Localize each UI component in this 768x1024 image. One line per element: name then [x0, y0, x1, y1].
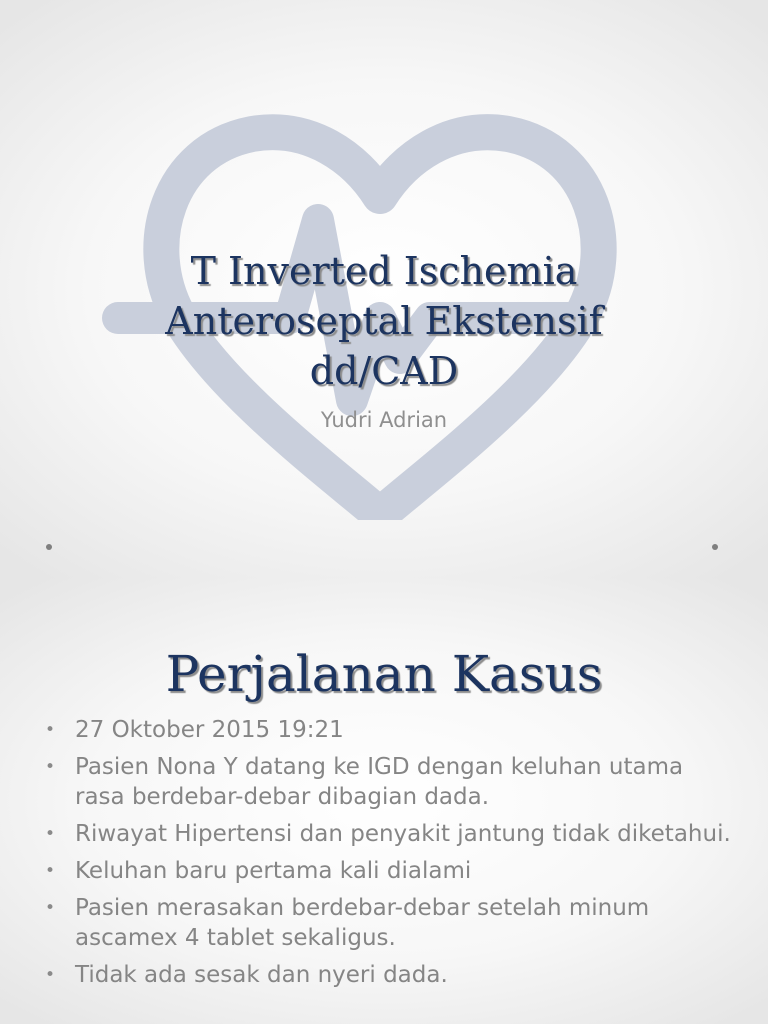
list-item — [42, 819, 732, 849]
title-line-3: dd/CAD — [309, 349, 459, 393]
bullet-text: Pasien merasakan berdebar-debar setelah minum ascamex 4 tablet sekaligus. — [75, 895, 650, 951]
list-item — [42, 856, 732, 886]
list-item — [42, 893, 732, 953]
case-bullet-list — [42, 715, 732, 997]
case-slide — [0, 578, 768, 1024]
bullet-icon: • — [45, 898, 56, 918]
list-item — [42, 715, 732, 745]
bullet-icon: • — [45, 965, 56, 985]
bullet-text: Keluhan baru pertama kali dialami — [75, 858, 472, 884]
bullet-icon: • — [45, 720, 56, 740]
bullet-icon: • — [45, 861, 56, 881]
author-subtitle: Yudri Adrian — [320, 408, 448, 432]
bullet-text: Pasien Nona Y datang ke IGD dengan keluhan utama rasa berdebar-debar dibagian dada. — [75, 754, 684, 810]
bullet-text: Tidak ada sesak dan nyeri dada. — [75, 962, 448, 988]
title-block — [0, 246, 768, 432]
bullet-text: Riwayat Hipertensi dan penyakit jantung tidak diketahui. — [75, 821, 731, 847]
title-line-2: Anteroseptal Ekstensif — [165, 299, 603, 343]
list-item — [42, 752, 732, 812]
slide-title — [0, 246, 768, 396]
placeholder-bullet-left — [46, 544, 52, 550]
list-item — [42, 960, 732, 990]
bullet-icon: • — [45, 757, 56, 777]
placeholder-bullet-right — [712, 544, 718, 550]
bullet-text: 27 Oktober 2015 19:21 — [75, 717, 344, 743]
bullet-icon: • — [45, 824, 56, 844]
title-line-1: T Inverted Ischemia — [190, 249, 578, 293]
section-title: Perjalanan Kasus — [165, 645, 603, 703]
